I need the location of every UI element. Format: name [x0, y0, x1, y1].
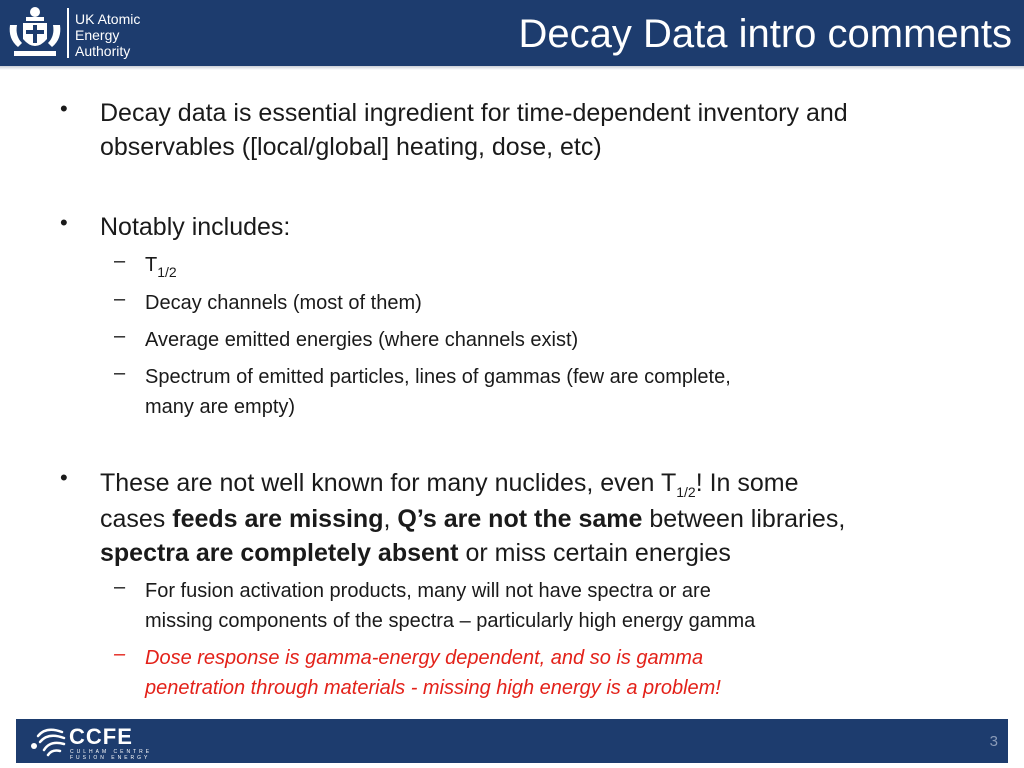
- text-run: ,: [383, 505, 398, 533]
- sub-bullet-dash: –: [114, 362, 126, 384]
- org-name-line: Energy: [75, 27, 120, 43]
- text-run: These are not well known for many nuclides, even T: [100, 469, 677, 497]
- sub-item-spectrum: [145, 362, 965, 422]
- bullet-text-line: [100, 536, 980, 570]
- bullet-notably-includes: Notably includes:: [100, 213, 291, 241]
- ccfe-swirl-logo: [26, 724, 70, 758]
- bullet-dot: •: [60, 210, 68, 235]
- sub-item-line: penetration through materials - missing high energy is a problem!: [145, 677, 721, 699]
- bullet-dot: •: [60, 96, 68, 121]
- sub-item-average-energies: Average emitted energies (where channels exist): [145, 329, 579, 351]
- text-run: cases: [100, 505, 173, 533]
- sub-item-line: missing components of the spectra – particularly high energy gamma: [145, 610, 756, 632]
- bullet-not-well-known: [100, 464, 980, 570]
- org-name-line: Authority: [75, 43, 131, 59]
- half-life-symbol: T: [145, 254, 158, 276]
- slide-footer: [16, 719, 1008, 763]
- ccfe-subtitle: [70, 749, 152, 761]
- sub-item-line: Dose response is gamma-energy dependent, and so is gamma: [145, 647, 704, 669]
- bullet-text-line: [100, 502, 980, 536]
- emphasis-q-not-same: Q’s are not the same: [397, 505, 643, 533]
- ccfe-logo-text: CCFE: [69, 724, 133, 749]
- text-run: ! In some: [695, 469, 799, 497]
- ccfe-subtitle-line: CULHAM CENTRE: [70, 749, 153, 755]
- sub-item-line: many are empty): [145, 396, 296, 418]
- sub-bullet-dash: –: [114, 325, 126, 347]
- slide-title: Decay Data intro comments: [518, 12, 1012, 56]
- emphasis-feeds-missing: feeds are missing: [172, 505, 384, 533]
- sub-item-line: Spectrum of emitted particles, lines of gammas (few are complete,: [145, 366, 731, 388]
- sub-item-fusion-products: [145, 576, 965, 636]
- half-life-subscript: 1/2: [676, 484, 696, 500]
- bullet-text-line: observables ([local/global] heating, dose, etc): [100, 133, 602, 161]
- org-name-line: UK Atomic: [75, 11, 141, 27]
- text-run: between libraries,: [642, 505, 846, 533]
- bullet-text-line: Decay data is essential ingredient for time-dependent inventory and: [100, 99, 848, 127]
- sub-bullet-dash: –: [114, 288, 126, 310]
- text-run: or miss certain energies: [458, 539, 731, 567]
- sub-item-half-life: [145, 250, 965, 280]
- sub-item-decay-channels: Decay channels (most of them): [145, 292, 422, 314]
- page-number: 3: [989, 733, 998, 750]
- sub-bullet-dash: –: [114, 576, 126, 598]
- sub-bullet-dash: –: [114, 643, 126, 665]
- ccfe-subtitle-line: FUSION ENERGY: [70, 755, 151, 761]
- emphasis-spectra-absent: spectra are completely absent: [100, 539, 459, 567]
- bullet-decay-data: [100, 96, 980, 164]
- bullet-dot: •: [60, 465, 68, 490]
- sub-bullet-dash: –: [114, 250, 126, 272]
- half-life-subscript: 1/2: [157, 264, 177, 280]
- sub-item-dose-response: [145, 643, 965, 703]
- sub-item-line: For fusion activation products, many will not have spectra or are: [145, 580, 711, 602]
- bullet-text-line: [100, 464, 980, 502]
